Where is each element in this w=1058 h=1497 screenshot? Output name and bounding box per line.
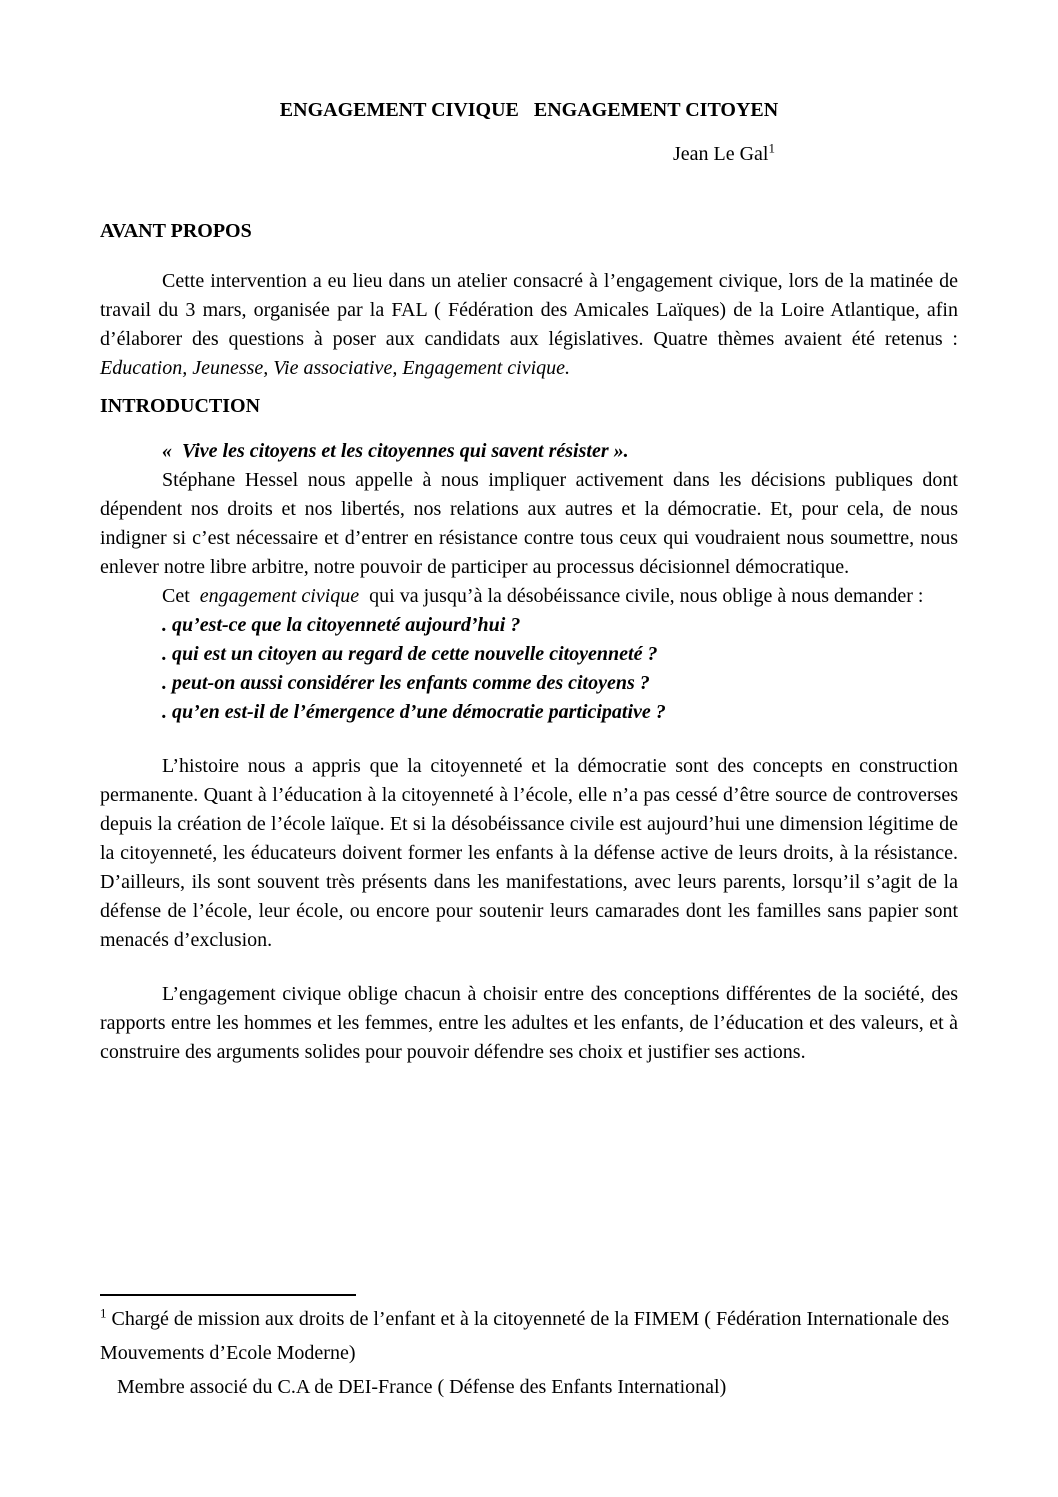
heading-avant-propos: AVANT PROPOS xyxy=(100,220,252,242)
footnote xyxy=(100,1294,958,1404)
question-item: . qui est un citoyen au regard de cette nouvelle citoyenneté ? xyxy=(162,643,658,665)
footnote-separator xyxy=(100,1294,356,1296)
footnote-number: 1 xyxy=(100,1305,107,1321)
introduction-quote: « Vive les citoyens et les citoyennes qui savent résister ». xyxy=(162,440,629,462)
paragraph-hessel: Stéphane Hessel nous appelle à nous impliquer activement dans les décisions publiques dont dépendent nos droits et nos libertés, nos relations aux autres et la démocratie. Et, pour cela, de nous indigner si c’est nécessaire et d’entrer en résistance contre tous ceux qui voudraient nous soumettre, nous enlever notre libre arbitre, notre pouvoir de participer au processus décisionnel démocratique. xyxy=(100,469,958,578)
question-item: . peut-on aussi considérer les enfants comme des citoyens ? xyxy=(162,672,650,694)
author-line xyxy=(100,140,958,169)
author-name: Jean Le Gal xyxy=(672,143,769,165)
paragraph-histoire: L’histoire nous a appris que la citoyenneté et la démocratie sont des concepts en construction permanente. Quant à l’éducation à la citoyenneté à l’école, elle n’a pas cessé d’être source de controverses depuis la création de l’école laïque. Et si la désobéissance civile est aujourd’hui une dimension légitime de la citoyenneté, les éducateurs doivent former les enfants à la défense active de leurs droits, à la résistance. D’ailleurs, ils sont souvent très présents dans les manifestations, avec leurs parents, lorsqu’il s’agit de la défense de l’école, leur école, ou encore pour soutenir leurs camarades dont les familles sans papier sont menacés d’exclusion. xyxy=(100,755,958,951)
paragraph-cet-before: Cet xyxy=(162,585,200,607)
paragraph-avant-propos-text: Cette intervention a eu lieu dans un atelier consacré à l’engagement civique, lors de la matinée de travail du 3 mars, organisée par la FAL ( Fédération des Amicales Laïques) de la Loire Atlantique, afin d’élaborer des questions à poser aux candidats aux législatives. Quatre thèmes avaient été retenus : xyxy=(100,270,958,350)
footnote-line-2: Membre associé du C.A de DEI-France ( Défense des Enfants International) xyxy=(117,1376,727,1398)
footnote-text-1: Chargé de mission aux droits de l’enfant et à la citoyenneté de la FIMEM ( Fédération Internationale des Mouvements d’Ecole Moderne) xyxy=(100,1308,950,1364)
footnote-line-1 xyxy=(100,1302,958,1370)
heading-introduction: INTRODUCTION xyxy=(100,395,261,417)
paragraph-engagement: L’engagement civique oblige chacun à choisir entre des conceptions différentes de la société, des rapports entre les hommes et les femmes, entre les adultes et les enfants, de l’éducation et des valeurs, et à construire des arguments solides pour pouvoir défendre ses choix et justifier ses actions. xyxy=(100,983,958,1063)
question-item: . qu’est-ce que la citoyenneté aujourd’hui ? xyxy=(162,614,521,636)
question-item: . qu’en est-il de l’émergence d’une démocratie participative ? xyxy=(162,701,666,723)
paragraph-cet-after: qui va jusqu’à la désobéissance civile, nous oblige à nous demander : xyxy=(359,585,924,607)
document-title: ENGAGEMENT CIVIQUE ENGAGEMENT CITOYEN xyxy=(279,99,779,121)
paragraph-avant-propos xyxy=(100,267,958,383)
paragraph-cet-engagement xyxy=(100,582,958,611)
author-footnote-reference: 1 xyxy=(768,140,775,156)
paragraph-cet-italic: engagement civique xyxy=(199,585,360,607)
paragraph-avant-propos-italic: Education, Jeunesse, Vie associative, Engagement civique. xyxy=(100,357,571,379)
